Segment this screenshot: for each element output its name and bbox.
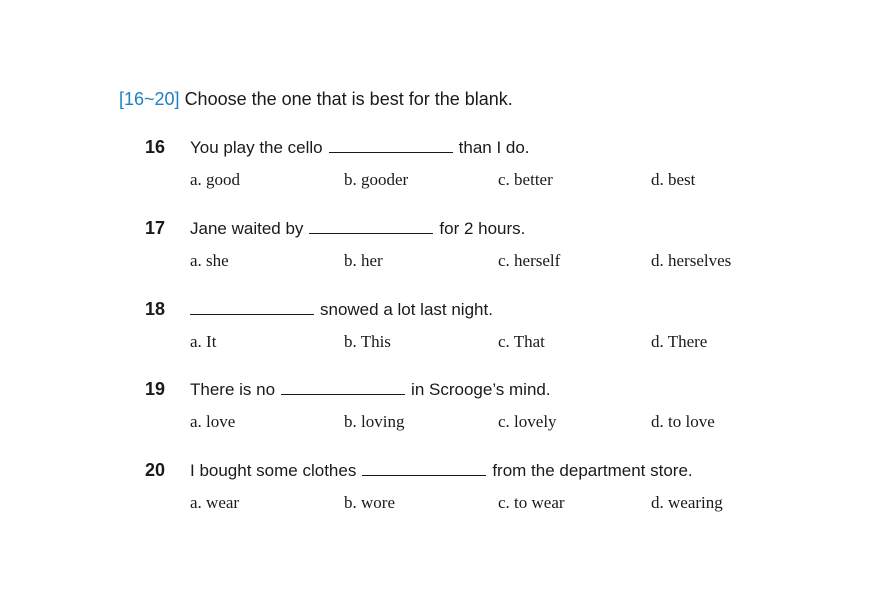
answer-blank <box>329 137 453 153</box>
option-a[interactable]: a. good <box>190 170 241 189</box>
stem-before: Jane waited by <box>190 219 304 238</box>
stem-after: for 2 hours. <box>439 219 526 238</box>
question-stem <box>190 218 525 239</box>
question-range: [16~20] <box>119 89 180 109</box>
option-d[interactable]: d. wearing <box>651 493 723 512</box>
stem-after: from the department store. <box>492 461 693 480</box>
option-d[interactable]: d. to love <box>651 412 715 431</box>
option-a[interactable]: a. love <box>190 412 236 431</box>
stem-before: There is no <box>190 380 276 399</box>
stem-after: than I do. <box>458 138 530 157</box>
stem-after: snowed a lot last night. <box>320 300 493 319</box>
question-stem <box>190 379 551 400</box>
stem-after: in Scrooge’s mind. <box>411 380 551 399</box>
question-number: 16 <box>145 137 166 157</box>
option-b[interactable]: b. wore <box>344 493 395 512</box>
instruction <box>119 88 513 110</box>
option-c[interactable]: c. better <box>498 170 553 189</box>
option-c[interactable]: c. That <box>498 332 545 351</box>
question-number: 20 <box>145 460 166 480</box>
answer-blank <box>362 460 486 476</box>
instruction-text: Choose the one that is best for the blank. <box>184 89 513 109</box>
question-number: 17 <box>145 218 166 238</box>
answer-blank <box>281 379 405 395</box>
option-b[interactable]: b. her <box>344 251 383 270</box>
option-c[interactable]: c. herself <box>498 251 561 270</box>
question-number: 19 <box>145 379 166 399</box>
option-d[interactable]: d. best <box>651 170 696 189</box>
question-number: 18 <box>145 299 166 319</box>
option-d[interactable]: d. herselves <box>651 251 732 270</box>
answer-blank <box>190 299 314 315</box>
stem-before: You play the cello <box>190 138 323 157</box>
option-a[interactable]: a. It <box>190 332 217 351</box>
answer-blank <box>309 218 433 234</box>
option-a[interactable]: a. she <box>190 251 229 270</box>
question-stem <box>190 460 693 481</box>
option-b[interactable]: b. This <box>344 332 391 351</box>
option-c[interactable]: c. lovely <box>498 412 557 431</box>
option-d[interactable]: d. There <box>651 332 708 351</box>
question-stem <box>190 137 530 158</box>
stem-before: I bought some clothes <box>190 461 357 480</box>
option-c[interactable]: c. to wear <box>498 493 565 512</box>
option-a[interactable]: a. wear <box>190 493 240 512</box>
option-b[interactable]: b. loving <box>344 412 405 431</box>
option-b[interactable]: b. gooder <box>344 170 409 189</box>
question-stem <box>190 299 493 320</box>
